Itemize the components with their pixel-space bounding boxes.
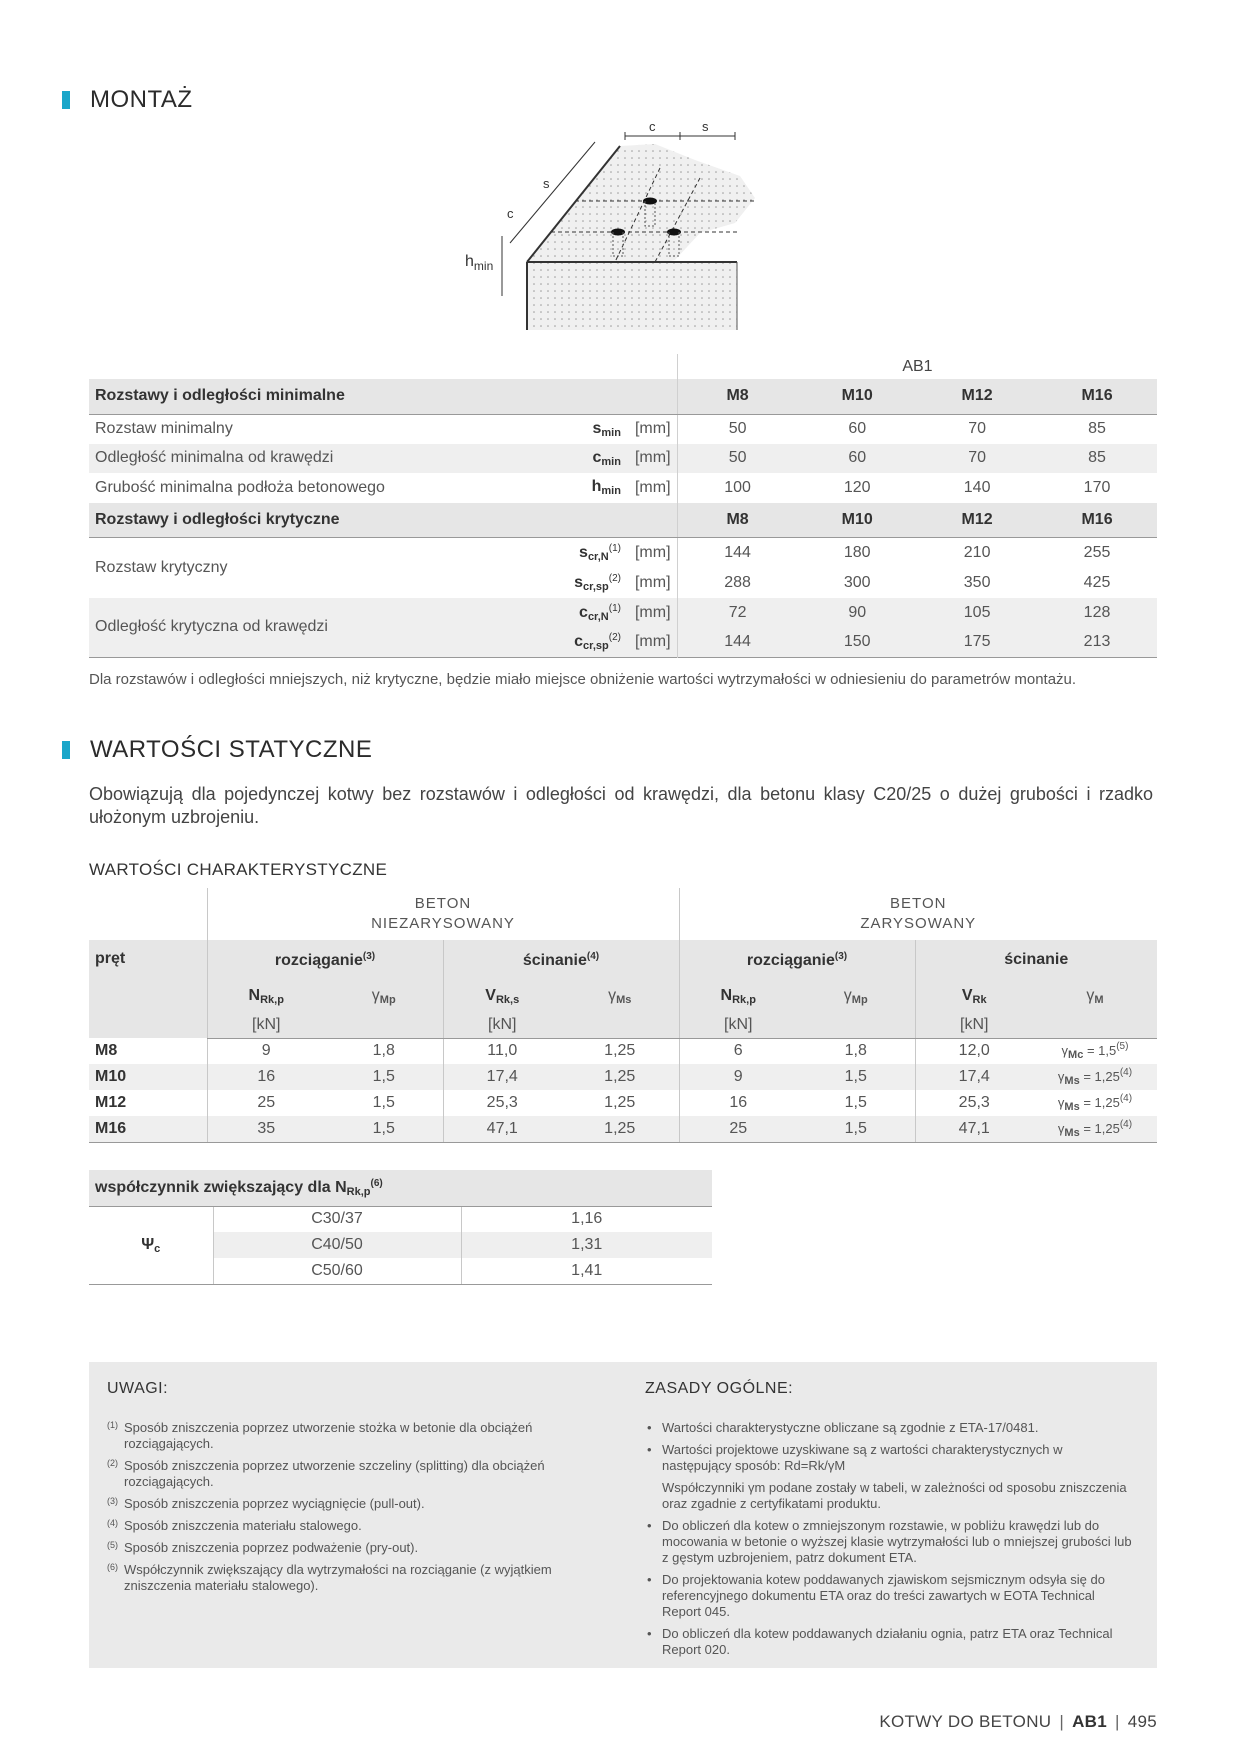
cell-value: 180: [843, 543, 871, 561]
col-gamma-mp: $\gamma_{Mp}$: [325, 980, 443, 1012]
footnote: (2) Sposób zniszczenia poprzez utworzenie szczeliny (splitting) dla obciążeń rozciągających.: [107, 1458, 545, 1489]
psi-symbol: $\Psi_c$: [89, 1206, 213, 1284]
tension-cracked-header: rozciąganie$^{(3)}$: [679, 940, 915, 980]
cell-value: 1,5: [797, 1116, 915, 1142]
cell-value: 25: [207, 1090, 325, 1116]
cell-value: 1,25: [561, 1116, 679, 1142]
unit-label: [kN]: [915, 1012, 1033, 1038]
static-paragraph: Obowiązują dla pojedynczej kotwy bez rozstawów i odległości od krawędzi, dla betonu klasy C20/25 o dużej grubości i rzadko ułożonym uzbrojeniu.: [89, 784, 1153, 827]
table-row: [89, 473, 1157, 503]
beton-cracked: BETON ZARYSOWANY: [679, 888, 1157, 940]
zasady-title: ZASADY OGÓLNE:: [645, 1380, 794, 1397]
table-row: [89, 538, 1157, 568]
footnote: (3) Sposób zniszczenia poprzez wyciągnięcie (pull-out).: [107, 1496, 425, 1511]
static-title: WARTOŚCI STATYCZNE: [90, 736, 373, 763]
notes-box: [89, 1362, 1157, 1668]
row-symbol: $s_{min}$: [592, 419, 621, 439]
footer-product: AB1: [1072, 1712, 1108, 1731]
table-row: [89, 1038, 1157, 1064]
row-symbol: $s_{cr,N}^{(1)}$: [579, 542, 621, 563]
cell-value: 60: [848, 420, 867, 437]
pret-header: pręt: [89, 940, 207, 1038]
footnote: (4) Sposób zniszczenia materiału stalowego.: [107, 1518, 362, 1533]
col-vrk: $V_{Rk}$: [915, 980, 1033, 1012]
list-item: • Do obliczeń dla kotew o zmniejszonym rozstawie, w pobliżu krawędzi lub do mocowania w betonie o wyższej klasie wytrzymałości lub o mniejszej grubości lub z gęstym uzbrojeniem, patrz dokument ETA.: [647, 1518, 1132, 1565]
cell-value: 1,8: [372, 1042, 395, 1060]
table-row: [89, 444, 1157, 474]
cell-value: 1,25: [561, 1064, 679, 1090]
increase-factor-header: współczynnik zwiększający dla $N_{Rk,p}^{(6)}$: [89, 1170, 712, 1206]
table-row: [89, 1206, 712, 1232]
dim-c-top: c: [649, 119, 656, 134]
cell-value: 150: [797, 628, 917, 658]
cell-value: 9: [207, 1038, 325, 1064]
row-label: Rozstaw krytyczny: [95, 558, 228, 576]
cell-value: 213: [1037, 628, 1157, 658]
row-symbol: $c_{cr,sp}^{(2)}$: [563, 628, 625, 658]
col-gamma-m: $\gamma_M$: [1033, 980, 1157, 1012]
size-header: M12: [917, 503, 1037, 538]
accent-bar: [62, 91, 70, 109]
cell-value: 70: [917, 444, 1037, 474]
uwagi-title: UWAGI:: [107, 1380, 169, 1397]
col-gamma-ms: $\gamma_{Ms}$: [561, 980, 679, 1012]
list-item: • Do projektowania kotew poddawanych zjawiskom sejsmicznym odsyła się do referencyjnego dokumentu ETA oraz do treści zawartych w EOTA Technical Report 045.: [647, 1572, 1105, 1619]
cell-value: 16: [207, 1064, 325, 1090]
size-header: M10: [797, 503, 917, 538]
cell-value: 1,5: [844, 1094, 867, 1111]
list-item: • Do obliczeń dla kotew poddawanych działaniu ognia, patrz ETA oraz Technical Report 020.: [647, 1626, 1113, 1657]
table-row: [89, 1090, 1157, 1116]
characteristic-subtitle: WARTOŚCI CHARAKTERYSTYCZNE: [89, 860, 388, 879]
cell-value: 425: [1083, 573, 1111, 591]
row-symbol: $c_{cr,N}^{(1)}$: [563, 598, 625, 628]
cell-value: 16: [679, 1090, 797, 1116]
col-nrkp: $N_{Rk,p}$: [207, 980, 325, 1012]
gamma-cell: $\gamma_{Ms} = 1,25^{(4)}$: [1057, 1093, 1133, 1113]
table-row: [89, 1064, 1157, 1090]
size-header: M12: [917, 379, 1037, 414]
gamma-cell: $\gamma_{Ms} = 1,25^{(4)}$: [1033, 1116, 1157, 1142]
cell-value: 1,25: [604, 1094, 636, 1111]
row-label: Odległość minimalna od krawędzi: [89, 444, 563, 474]
cell-value: 255: [1083, 543, 1111, 561]
spacing-table: [89, 354, 1157, 658]
cell-value: 25: [679, 1116, 797, 1142]
footnote: (1) Sposób zniszczenia poprzez utworzenie stożka w betonie dla obciążeń rozciągających.: [107, 1420, 533, 1451]
dim-h: $h_{min}$: [465, 253, 494, 273]
cell-value: 1,41: [461, 1258, 712, 1284]
footnote: (6) Współczynnik zwiększający dla wytrzymałości na rozciąganie (z wyjątkiem zniszczenia materiału stalowego).: [107, 1562, 552, 1593]
row-unit: [mm]: [634, 543, 671, 561]
cell-value: 120: [843, 478, 871, 496]
row-label: Odległość krytyczna od krawędzi: [89, 598, 563, 658]
cell-value: 70: [968, 420, 987, 437]
section-min-heading: Rozstawy i odległości minimalne: [89, 379, 563, 414]
cell-value: 25,3: [915, 1090, 1033, 1116]
increase-factor-table: [89, 1170, 712, 1285]
cell-value: 140: [963, 478, 991, 496]
row-label: Grubość minimalna podłoża betonowego: [95, 478, 385, 496]
col-gamma-mp-cracked: $\gamma_{Mp}$: [797, 980, 915, 1012]
row-symbol: $h_{min}$: [591, 478, 621, 498]
col-vrks: $V_{Rk,s}$: [443, 980, 561, 1012]
cell-value: 47,1: [915, 1116, 1033, 1142]
cell-value: 210: [963, 543, 991, 561]
cell-value: 288: [677, 568, 797, 598]
cell-value: 90: [797, 598, 917, 628]
cell-value: 60: [797, 444, 917, 474]
cell-value: 1,5: [325, 1116, 443, 1142]
bar-size: M16: [89, 1116, 207, 1142]
row-unit: [mm]: [625, 628, 677, 658]
row-symbol: $c_{min}$: [563, 444, 625, 474]
unit-label: [kN]: [679, 1012, 797, 1038]
cell-value: 9: [679, 1064, 797, 1090]
size-header: M16: [1037, 503, 1157, 538]
unit-label: [kN]: [443, 1012, 561, 1038]
row-symbol: $s_{cr,sp}^{(2)}$: [574, 572, 621, 593]
table-row: [89, 598, 1157, 628]
cell-value: 175: [917, 628, 1037, 658]
cell-value: 6: [679, 1038, 797, 1064]
cell-value: 1,5: [325, 1064, 443, 1090]
bar-size: M12: [95, 1094, 127, 1111]
cell-value: 50: [677, 414, 797, 444]
gamma-cell: $\gamma_{Ms} = 1,25^{(4)}$: [1033, 1064, 1157, 1090]
cell-value: 17,4: [443, 1064, 561, 1090]
dim-c-left: c: [507, 206, 514, 221]
cell-value: 1,16: [461, 1206, 712, 1232]
row-unit: [mm]: [634, 420, 671, 437]
row-label: Rozstaw minimalny: [95, 420, 233, 437]
section-crit-heading: Rozstawy i odległości krytyczne: [89, 503, 563, 538]
footer-category: KOTWY DO BETONU: [879, 1712, 1052, 1731]
footnote: (5) Sposób zniszczenia poprzez podważenie (pry-out).: [107, 1540, 419, 1555]
spacing-note: Dla rozstawów i odległości mniejszych, niż krytyczne, będzie miało miejsce obniżenie wartości wytrzymałości w odniesieniu do parametrów montażu.: [89, 671, 1077, 688]
cell-value: 128: [1037, 598, 1157, 628]
cell-value: 1,31: [461, 1232, 712, 1258]
cell-value: 11,0: [443, 1038, 561, 1064]
concrete-class: C40/50: [213, 1232, 461, 1258]
size-header: M8: [677, 379, 797, 414]
concrete-class: C50/60: [213, 1258, 461, 1284]
zasady-column: [645, 1380, 1135, 1664]
row-unit: [mm]: [634, 573, 671, 591]
row-unit: [mm]: [625, 598, 677, 628]
table-row: [89, 1116, 1157, 1142]
accent-bar: [62, 741, 70, 759]
tension-header: rozciąganie$^{(3)}$: [207, 940, 443, 980]
cell-value: 350: [963, 573, 991, 591]
cell-value: 17,4: [915, 1064, 1033, 1090]
montaz-heading: [62, 86, 193, 114]
dim-s-left: s: [543, 176, 550, 191]
row-unit: [mm]: [634, 478, 671, 496]
cell-value: 25,3: [443, 1090, 561, 1116]
cell-value: 12,0: [915, 1038, 1033, 1064]
bar-size: M8: [95, 1042, 118, 1059]
cell-value: 85: [1088, 420, 1106, 437]
cell-value: 144: [677, 628, 797, 658]
montaz-title: MONTAŻ: [90, 86, 193, 113]
ab1-label: AB1: [677, 354, 1157, 379]
list-item: • Wartości projektowe uzyskiwane są z wartości charakterystycznych w następujący sposób: Rd=Rk/γM Współczynniki γm podane zostały w tabeli, w zależności od sposobu zniszczenia oraz zgadnie z certyfikatami produktu.: [647, 1442, 1127, 1511]
size-header: M8: [677, 503, 797, 538]
dim-s-top: s: [702, 119, 709, 134]
cell-value: 105: [917, 598, 1037, 628]
unit-label: [kN]: [207, 1012, 325, 1038]
installation-diagram: [455, 119, 795, 338]
shear-header: ścinanie$^{(4)}$: [443, 940, 679, 980]
characteristic-values-table: [89, 888, 1157, 1143]
static-heading: [62, 736, 372, 764]
size-header: M16: [1037, 379, 1157, 414]
size-header: M10: [797, 379, 917, 414]
beton-uncracked: BETON NIEZARYSOWANY: [207, 888, 679, 940]
table-row: [89, 414, 1157, 444]
col-nrkp-cracked: $N_{Rk,p}$: [679, 980, 797, 1012]
cell-value: 47,1: [443, 1116, 561, 1142]
cell-value: 170: [1083, 478, 1111, 496]
cell-value: 144: [677, 538, 797, 568]
bar-size: M10: [89, 1064, 207, 1090]
list-item: • Wartości charakterystyczne obliczane są zgodnie z ETA-17/0481.: [647, 1420, 1039, 1435]
cell-value: 72: [677, 598, 797, 628]
cell-value: 100: [677, 473, 797, 503]
page-number: 495: [1127, 1712, 1157, 1731]
cell-value: 1,5: [372, 1094, 395, 1111]
page-footer: KOTWY DO BETONU | AB1 | 495: [879, 1712, 1157, 1731]
cell-value: 1,8: [844, 1042, 867, 1060]
uwagi-column: [107, 1380, 617, 1600]
row-unit: [mm]: [625, 444, 677, 474]
cell-value: 1,5: [797, 1064, 915, 1090]
shear-cracked-header: ścinanie: [915, 940, 1157, 980]
cell-value: 85: [1037, 444, 1157, 474]
cell-value: 300: [843, 573, 871, 591]
cell-value: 1,25: [604, 1042, 636, 1060]
cell-value: 35: [207, 1116, 325, 1142]
concrete-class: C30/37: [213, 1206, 461, 1232]
gamma-cell: $\gamma_{Mc} = 1,5^{(5)}$: [1061, 1041, 1129, 1062]
cell-value: 50: [677, 444, 797, 474]
